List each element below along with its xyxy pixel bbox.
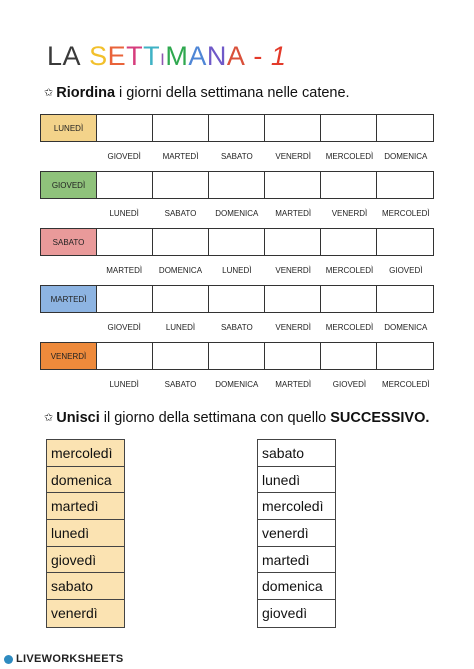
chain-drop-slot[interactable] [321,115,377,141]
draggable-day-option[interactable]: SABATO [220,323,253,332]
right-day-item[interactable]: sabato [258,440,335,467]
chain-drop-slot[interactable] [377,172,433,198]
chain-start-day: LUNEDÌ [41,115,97,141]
draggable-day-option[interactable]: DOMENICA [215,380,259,389]
draggable-day-option[interactable]: SABATO [164,380,197,389]
draggable-day-option[interactable]: VENERDÌ [275,266,311,275]
draggable-day-option[interactable]: GIOVEDÌ [107,323,141,332]
left-day-item[interactable]: giovedì [47,547,124,574]
title-letter: A [188,41,207,71]
title-letter: T [126,41,144,71]
chain-drop-slot[interactable] [321,172,377,198]
right-day-item[interactable]: martedì [258,547,335,574]
chain-drop-slot[interactable] [153,115,209,141]
right-days-column [257,439,336,628]
instruction-reorder-bold: Riordina [56,85,116,101]
instruction-match-bold: Unisci [56,410,100,426]
chain-drop-slot[interactable] [377,115,433,141]
chain-drop-slot[interactable] [321,286,377,312]
title-letter: I [160,50,166,69]
title-letter: A [226,41,246,71]
title-letter: S [89,41,108,71]
left-day-item[interactable]: domenica [47,467,124,494]
chain-drop-slot[interactable] [97,286,153,312]
chain-start-day: GIOVEDÌ [41,172,97,198]
right-day-item[interactable]: lunedì [258,467,335,494]
draggable-day-option[interactable]: DOMENICA [158,266,203,275]
right-day-item[interactable]: domenica [258,573,335,600]
draggable-day-option[interactable]: MARTEDÌ [106,266,143,275]
draggable-day-option[interactable]: GIOVEDÌ [107,152,141,161]
title-letter: N [206,41,227,71]
chain-drop-slot[interactable] [265,343,321,369]
chain-drop-slot[interactable] [265,229,321,255]
draggable-day-option[interactable]: GIOVEDÌ [332,380,367,389]
left-day-item[interactable]: venerdì [47,600,124,627]
left-day-item[interactable]: martedì [47,493,124,520]
chain-row [40,285,434,313]
draggable-day-option[interactable]: DOMENICA [384,152,428,161]
chain-drop-slot[interactable] [209,229,265,255]
draggable-day-option[interactable]: LUNEDÌ [109,380,139,389]
chain-start-day: SABATO [41,229,97,255]
draggable-day-option[interactable]: DOMENICA [384,323,428,332]
footer-brand-text: LIVEWORKSHEETS [16,653,124,665]
title-letter: T [143,41,161,71]
chain-options [96,266,434,275]
chain-row [40,342,434,370]
title-letter: - [245,41,271,71]
left-day-item[interactable]: sabato [47,573,124,600]
instruction-match [44,409,429,427]
draggable-day-option[interactable]: GIOVEDÌ [389,266,423,275]
draggable-day-option[interactable]: SABATO [220,152,253,161]
chain-drop-slot[interactable] [377,286,433,312]
liveworksheets-logo-icon [4,655,13,664]
right-day-item[interactable]: venerdì [258,520,335,547]
title-letter: A [62,41,82,71]
draggable-day-option[interactable]: MERCOLEDÌ [325,323,374,332]
chain-drop-slot[interactable] [209,286,265,312]
draggable-day-option[interactable]: SABATO [164,209,197,218]
chain-start-day: VENERDÌ [41,343,97,369]
draggable-day-option[interactable]: VENERDÌ [275,152,311,161]
draggable-day-option[interactable]: LUNEDÌ [222,266,252,275]
chain-drop-slot[interactable] [209,343,265,369]
draggable-day-option[interactable]: MARTEDÌ [162,152,199,161]
chain-drop-slot[interactable] [265,172,321,198]
chain-drop-slot[interactable] [377,229,433,255]
draggable-day-option[interactable]: MERCOLEDÌ [325,266,374,275]
footer-brand [4,653,124,665]
chain-row [40,228,434,256]
star-icon: ✩ [44,87,54,99]
instruction-reorder-text: i giorni della settimana nelle catene. [115,85,350,101]
chain-drop-slot[interactable] [153,229,209,255]
right-day-item[interactable]: giovedì [258,600,335,627]
draggable-day-option[interactable]: MERCOLEDÌ [382,209,430,218]
worksheet-title [47,38,286,74]
title-letter: 1 [270,41,287,71]
star-icon: ✩ [44,412,54,424]
left-day-item[interactable]: lunedì [47,520,124,547]
draggable-day-option[interactable]: LUNEDÌ [165,323,196,332]
chain-options [96,323,434,332]
title-letter: M [165,41,189,71]
chain-drop-slot[interactable] [265,115,321,141]
draggable-day-option[interactable]: MERCOLEDÌ [382,380,430,389]
draggable-day-option[interactable]: VENERDÌ [331,209,368,218]
left-days-column [46,439,125,628]
chain-drop-slot[interactable] [97,172,153,198]
title-letter [81,38,89,74]
chain-drop-slot[interactable] [97,229,153,255]
chain-drop-slot[interactable] [153,343,209,369]
chain-start-day: MARTEDÌ [41,286,97,312]
chain-options [96,209,434,218]
chain-options [96,152,434,161]
draggable-day-option[interactable]: MARTEDÌ [275,380,312,389]
chain-row [40,114,434,142]
right-day-item[interactable]: mercoledì [258,493,335,520]
instruction-match-bold-end: SUCCESSIVO. [330,410,430,426]
draggable-day-option[interactable]: LUNEDÌ [109,209,139,218]
chain-row [40,171,434,199]
draggable-day-option[interactable]: MERCOLEDÌ [325,152,374,161]
chain-drop-slot[interactable] [209,172,265,198]
instruction-reorder [44,84,350,102]
chain-drop-slot[interactable] [377,343,433,369]
chain-options [96,380,434,389]
chain-drop-slot[interactable] [153,172,209,198]
chain-drop-slot[interactable] [97,115,153,141]
instruction-match-text: il giorno della settimana con quello [99,410,331,426]
chain-drop-slot[interactable] [153,286,209,312]
chain-drop-slot[interactable] [209,115,265,141]
draggable-day-option[interactable]: DOMENICA [215,209,259,218]
title-letter: L [47,41,63,71]
title-letter: E [107,41,127,71]
chain-drop-slot[interactable] [97,343,153,369]
draggable-day-option[interactable]: MARTEDÌ [275,209,312,218]
chain-drop-slot[interactable] [321,343,377,369]
left-day-item[interactable]: mercoledì [47,440,124,467]
draggable-day-option[interactable]: VENERDÌ [275,323,311,332]
chain-drop-slot[interactable] [265,286,321,312]
chain-drop-slot[interactable] [321,229,377,255]
